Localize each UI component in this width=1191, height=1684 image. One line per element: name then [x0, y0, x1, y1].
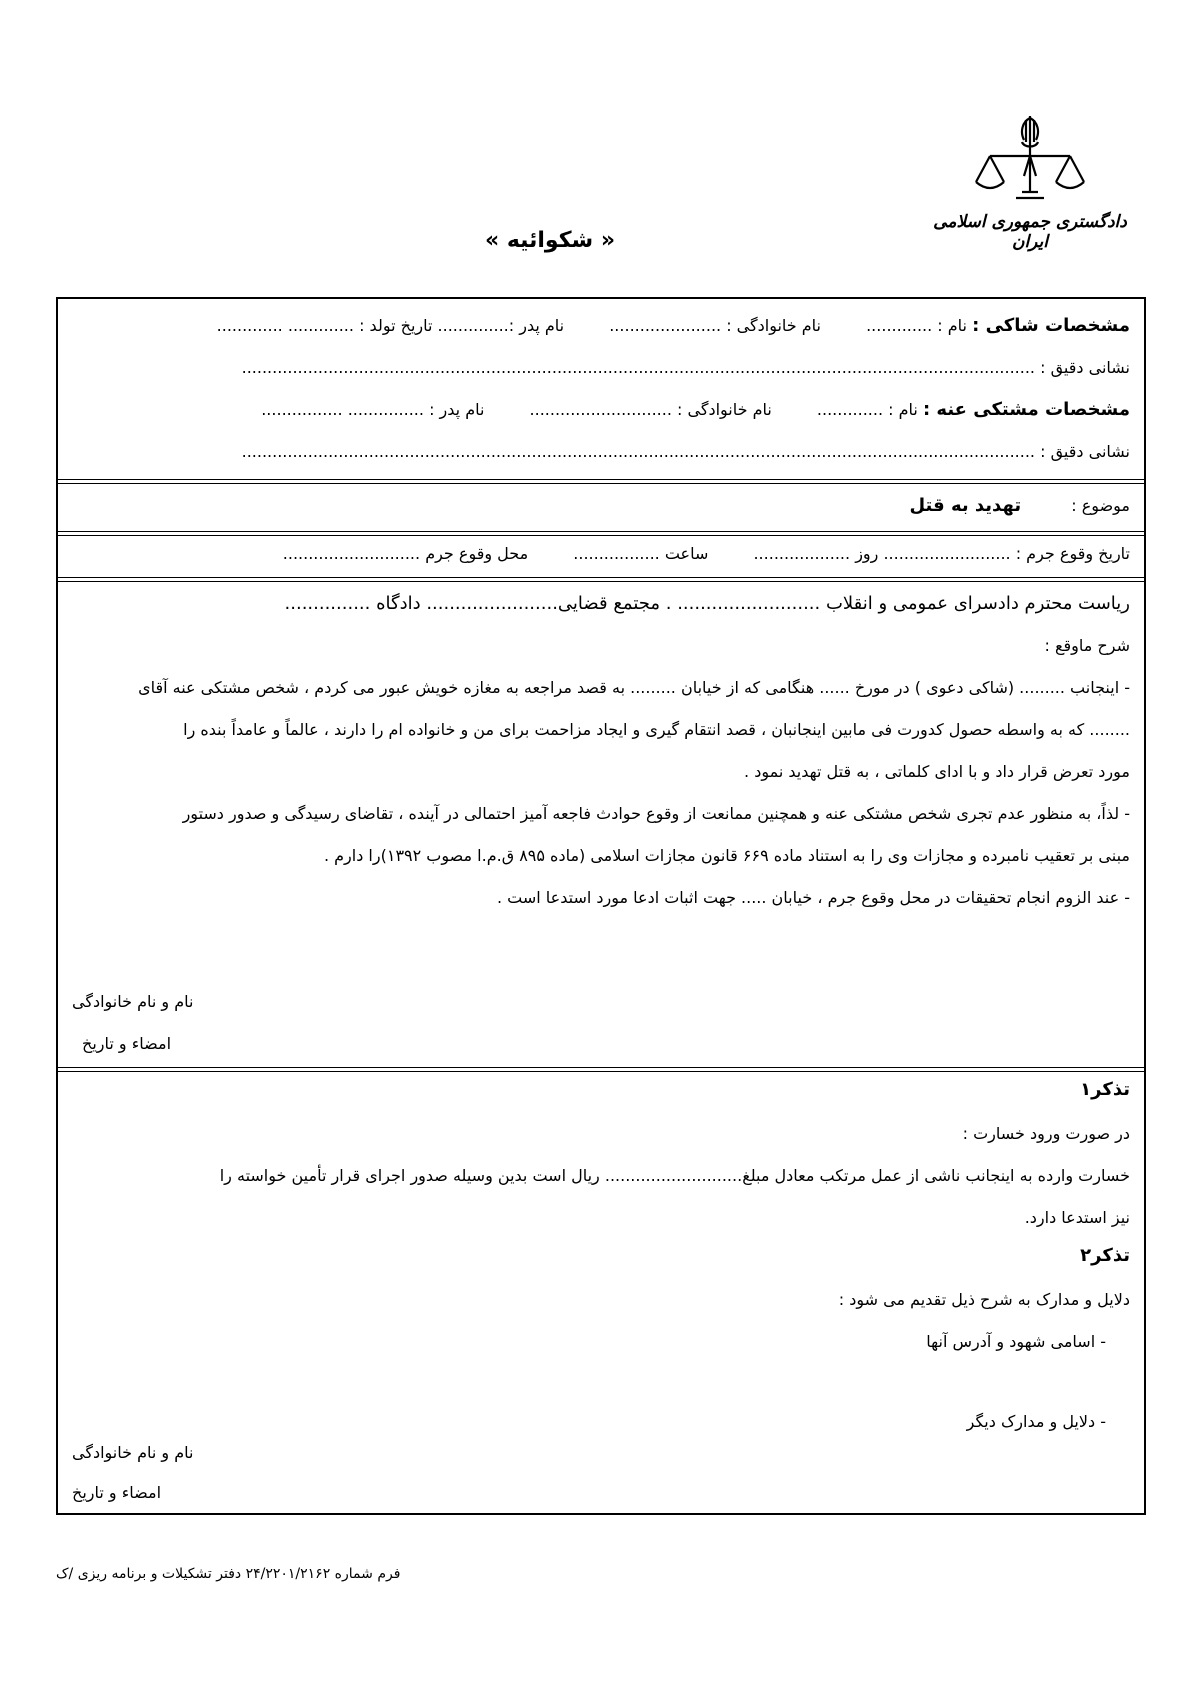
- note2-item: - دلایل و مدارک دیگر: [966, 1412, 1106, 1431]
- page-title: « شکوائیه »: [484, 228, 616, 253]
- note1-line: در صورت ورود خسارت :: [962, 1124, 1130, 1143]
- plaintiff-father: نام پدر :..............: [437, 316, 565, 335]
- defendant-address: نشانی دقیق : ............................................................................................................................................................: [241, 442, 1130, 461]
- body-paragraph: - لذاً، به منظور عدم تجری شخص مشتکی عنه و همچنین ممانعت از وقوع حوادث فاجعه آمیز احتمالی در آینده ، تقاضای رسیدگی و صدور دستور: [182, 804, 1130, 823]
- addressee-line: ریاست محترم دادسرای عمومی و انقلاب ......................... . مجتمع قضایی....................... دادگاه ...............: [284, 593, 1130, 614]
- divider: [58, 531, 1144, 536]
- incident-day: روز ...................: [753, 544, 879, 563]
- body-heading: شرح ماوقع :: [1044, 636, 1130, 655]
- incident-place: محل وقوع جرم ...........................: [282, 544, 529, 563]
- note2-title: تذکر۲: [1080, 1245, 1130, 1266]
- header-emblem: [930, 112, 1130, 252]
- form-number: فرم شماره ۲۴/۲۲۰۱/۲۱۶۲ دفتر تشکیلات و برنامه ریزی /ک: [56, 1566, 401, 1582]
- defendant-father-dots: ................: [261, 400, 343, 419]
- signature-date-label: امضاء و تاریخ: [72, 1483, 162, 1502]
- signature-date-label: امضاء و تاریخ: [82, 1034, 172, 1053]
- subject-value: تهدید به قتل: [909, 495, 1022, 516]
- signature-name-label: نام و نام خانوادگی: [72, 992, 194, 1011]
- note2-item: - اسامی شهود و آدرس آنها: [926, 1332, 1106, 1351]
- incident-time: ساعت .................: [573, 544, 709, 563]
- divider: [58, 577, 1144, 582]
- defendant-father: نام پدر : ...............: [347, 400, 485, 419]
- plaintiff-address: نشانی دقیق : ............................................................................................................................................................: [241, 358, 1130, 377]
- subject-row: [72, 495, 1130, 517]
- body-paragraph: مورد تعرض قرار داد و با ادای کلماتی ، به قتل تهدید نمود .: [744, 762, 1130, 781]
- iran-emblem-scales-icon: [970, 112, 1090, 208]
- note2-line: دلایل و مدارک به شرح ذیل تقدیم می شود :: [838, 1290, 1130, 1309]
- defendant-family: نام خانوادگی : ............................: [529, 400, 772, 419]
- plaintiff-birth-dots: .............: [216, 316, 283, 335]
- defendant-label: مشخصات مشتکی عنه :: [922, 399, 1130, 420]
- body-paragraph: ........ که به واسطه حصول کدورت فی مابین اینجانبان ، قصد انتقام گیری و ایجاد مزاحمت برای من و خانواده ام را دارند ، عالماً و عامداً بنده را: [183, 720, 1130, 739]
- plaintiff-label: مشخصات شاکی :: [972, 315, 1130, 336]
- plaintiff-birth: تاریخ تولد : .............: [287, 316, 433, 335]
- defendant-row: [72, 399, 1130, 421]
- note1-line: نیز استدعا دارد.: [1024, 1208, 1130, 1227]
- incident-row: [72, 543, 1130, 565]
- plaintiff-family: نام خانوادگی : ......................: [609, 316, 821, 335]
- plaintiff-name: نام : .............: [866, 316, 968, 335]
- defendant-name: نام : .............: [816, 400, 918, 419]
- incident-date: تاریخ وقوع جرم : .........................: [883, 544, 1130, 563]
- signature-name-label: نام و نام خانوادگی: [72, 1443, 194, 1462]
- complaint-form: [56, 297, 1146, 1515]
- note1-line: خسارت وارده به اینجانب ناشی از عمل مرتکب معادل مبلغ........................... ریال است بدین وسیله صدور اجرای قرار تأمین خواسته را: [219, 1166, 1130, 1185]
- body-paragraph: - اینجانب ......... (شاکی دعوی ) در مورخ ...... هنگامی که از خیابان ......... به قصد مراجعه به مغازه خویش عبور می کردم ، شخص مشتکی عنه آقای: [138, 678, 1130, 697]
- divider: [58, 1067, 1144, 1072]
- plaintiff-row: [72, 315, 1130, 337]
- body-paragraph: - عند الزوم انجام تحقیقات در محل وقوع جرم ، خیابان ..... جهت اثبات ادعا مورد استدعا است .: [496, 888, 1130, 907]
- divider: [58, 479, 1144, 484]
- note1-title: تذکر۱: [1080, 1079, 1130, 1100]
- org-name: دادگستری جمهوری اسلامی ایران: [933, 212, 1127, 252]
- body-paragraph: مبنی بر تعقیب نامبرده و مجازات وی را به استناد ماده ۶۶۹ قانون مجازات اسلامی (ماده ۸۹۵ ق.م.ا مصوب ۱۳۹۲)را دارم .: [323, 846, 1130, 865]
- subject-label: موضوع :: [1071, 496, 1130, 515]
